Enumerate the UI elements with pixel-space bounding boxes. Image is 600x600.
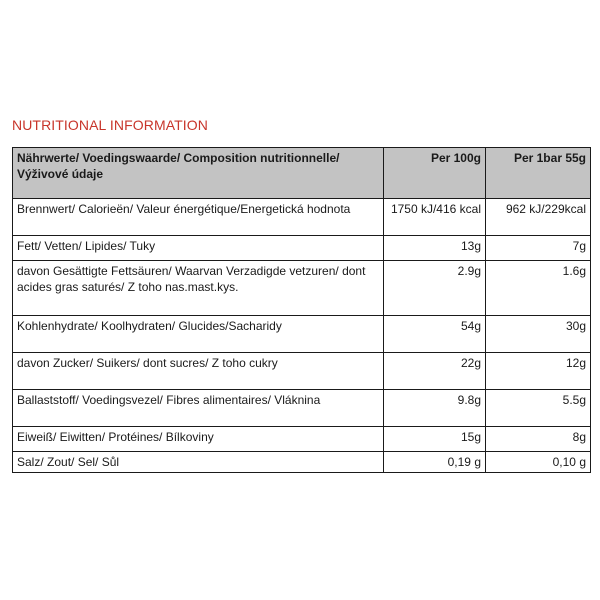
nutrient-label: Ballaststoff/ Voedingsvezel/ Fibres alimentaires/ Vláknina bbox=[13, 390, 384, 427]
value-per-100g: 13g bbox=[384, 236, 486, 261]
value-per-bar: 962 kJ/229kcal bbox=[486, 199, 591, 236]
value-per-bar: 30g bbox=[486, 316, 591, 353]
value-per-100g: 54g bbox=[384, 316, 486, 353]
value-per-100g: 2.9g bbox=[384, 261, 486, 316]
section-title: NUTRITIONAL INFORMATION bbox=[12, 117, 208, 133]
header-nutrient: Nährwerte/ Voedingswaarde/ Composition nutritionnelle/ Výživové údaje bbox=[13, 148, 384, 199]
nutrient-label: Salz/ Zout/ Sel/ Sůl bbox=[13, 452, 384, 473]
value-per-bar: 5.5g bbox=[486, 390, 591, 427]
nutrient-label: Brennwert/ Calorieën/ Valeur énergétique/Energetická hodnota bbox=[13, 199, 384, 236]
table-row-protein bbox=[13, 427, 591, 452]
value-per-100g: 1750 kJ/416 kcal bbox=[384, 199, 486, 236]
value-per-bar: 8g bbox=[486, 427, 591, 452]
value-per-100g: 15g bbox=[384, 427, 486, 452]
value-per-bar: 7g bbox=[486, 236, 591, 261]
value-per-bar: 12g bbox=[486, 353, 591, 390]
value-per-100g: 22g bbox=[384, 353, 486, 390]
table-row-energy bbox=[13, 199, 591, 236]
nutrient-label: davon Zucker/ Suikers/ dont sucres/ Z toho cukry bbox=[13, 353, 384, 390]
table-row-fibre bbox=[13, 390, 591, 427]
table-row-fat bbox=[13, 236, 591, 261]
nutrient-label: davon Gesättigte Fettsäuren/ Waarvan Verzadigde vetzuren/ dont acides gras saturés/ Z toho nas.mast.kys. bbox=[13, 261, 384, 316]
table-row-carbohydrates bbox=[13, 316, 591, 353]
table-row-saturated-fat bbox=[13, 261, 591, 316]
header-per-100g: Per 100g bbox=[384, 148, 486, 199]
value-per-100g: 0,19 g bbox=[384, 452, 486, 473]
header-per-bar: Per 1bar 55g bbox=[486, 148, 591, 199]
nutrient-label: Eiweiß/ Eiwitten/ Protéines/ Bílkoviny bbox=[13, 427, 384, 452]
nutrient-label: Kohlenhydrate/ Koolhydraten/ Glucides/Sacharidy bbox=[13, 316, 384, 353]
table-row-sugars bbox=[13, 353, 591, 390]
value-per-bar: 0,10 g bbox=[486, 452, 591, 473]
table-row-salt bbox=[13, 452, 591, 473]
nutrient-label: Fett/ Vetten/ Lipides/ Tuky bbox=[13, 236, 384, 261]
nutrition-table bbox=[12, 147, 591, 473]
value-per-bar: 1.6g bbox=[486, 261, 591, 316]
table-header-row bbox=[13, 148, 591, 199]
value-per-100g: 9.8g bbox=[384, 390, 486, 427]
